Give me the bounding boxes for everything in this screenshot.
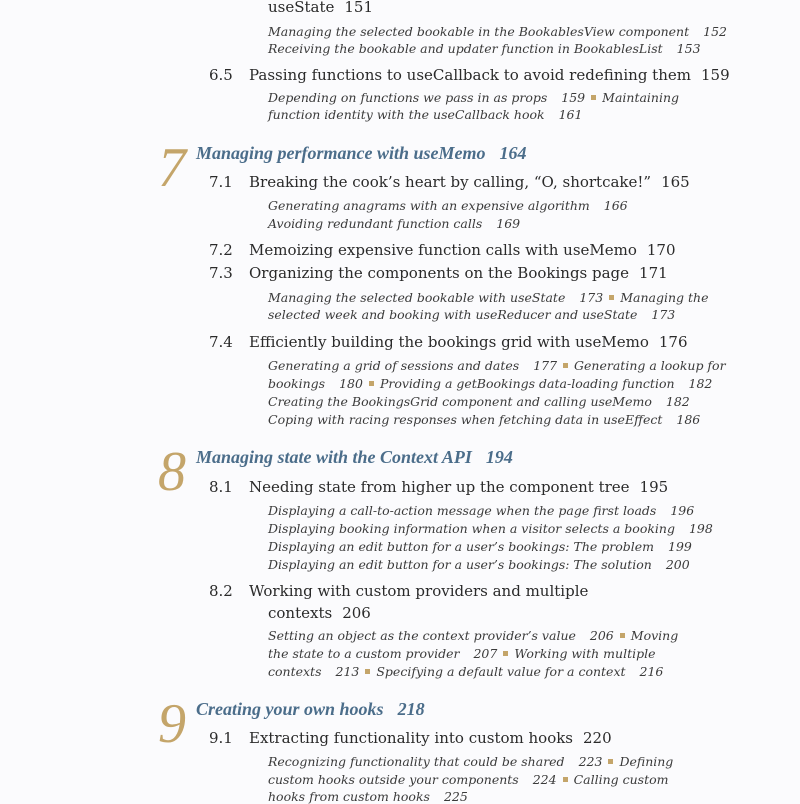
bullet-icon <box>563 777 568 782</box>
toc-subentry: Generating anagrams with an expensive algorithm 166 <box>268 198 628 213</box>
entry-label: Working with custom providers and multiple <box>249 582 589 600</box>
section-number: 8.2 <box>209 582 233 600</box>
bullet-icon <box>365 669 370 674</box>
toc-subentry: Displaying an edit button for a user’s bookings: The solution 200 <box>268 557 690 572</box>
bullet-icon <box>620 633 625 638</box>
toc-subentry: bookings 180 Providing a getBookings data-loading function 182 <box>268 376 713 391</box>
toc-subentry: Managing the selected bookable with useState 173 Managing the <box>268 290 709 305</box>
toc-entry-8-1 <box>209 478 668 496</box>
bullet-icon <box>591 95 596 100</box>
toc-subentry: Displaying an edit button for a user’s bookings: The problem 199 <box>268 539 692 554</box>
bullet-icon <box>608 759 613 764</box>
entry-label: useState <box>268 0 335 16</box>
bullet-icon <box>369 381 374 386</box>
toc-entry-8-2 <box>209 582 588 600</box>
page-number: 170 <box>646 241 676 259</box>
toc-subentry: contexts 213 Specifying a default value for a context 216 <box>268 664 664 679</box>
section-number: 7.1 <box>209 173 233 191</box>
page-number: 220 <box>583 729 612 747</box>
toc-subentry: Displaying a call-to-action message when the page first loads 196 <box>268 503 695 518</box>
entry-label: Organizing the components on the Bookings page <box>249 264 630 282</box>
toc-entry-7-1 <box>209 173 690 191</box>
entry-label: Needing state from higher up the component tree <box>249 478 630 496</box>
toc-subentry: Displaying booking information when a visitor selects a booking 198 <box>268 521 713 536</box>
toc-subentry: Creating the BookingsGrid component and calling useMemo 182 <box>268 394 690 409</box>
section-number: 7.3 <box>209 264 233 282</box>
page-number: 176 <box>658 333 688 351</box>
entry-label: Breaking the cook’s heart by calling, “O, shortcake!” <box>249 173 652 191</box>
chapter-title: Creating your own hooks 218 <box>196 699 425 719</box>
page-number: 195 <box>639 478 669 496</box>
page-number: 151 <box>344 0 374 16</box>
chapter-number: 8 <box>158 441 186 503</box>
page-number: 159 <box>700 66 730 84</box>
toc-entry-7-3 <box>209 264 668 282</box>
page-number: 206 <box>342 604 371 622</box>
toc-subentry: custom hooks outside your components 224 Calling custom <box>268 772 669 787</box>
toc-subentry: hooks from custom hooks 225 <box>268 789 468 804</box>
toc-entry-6-5 <box>209 66 730 84</box>
toc-entry-6-4-continued <box>268 0 373 16</box>
section-number: 8.1 <box>209 478 233 496</box>
entry-label: Memoizing expensive function calls with useMemo <box>249 241 637 259</box>
entry-label: Extracting functionality into custom hooks <box>249 729 574 747</box>
toc-entry-9-1 <box>209 729 612 747</box>
toc-subentry: selected week and booking with useReducer and useState 173 <box>268 307 676 322</box>
toc-subentry: Recognizing functionality that could be shared 223 Defining <box>268 754 674 769</box>
page-number: 165 <box>661 173 690 191</box>
section-number: 7.2 <box>209 241 233 259</box>
bullet-icon <box>503 651 508 656</box>
toc-subentry: Depending on functions we pass in as props 159 Maintaining <box>268 90 680 105</box>
entry-label: Passing functions to useCallback to avoid redefining them <box>249 66 691 84</box>
bullet-icon <box>563 363 568 368</box>
section-number: 7.4 <box>209 333 233 351</box>
chapter-number: 9 <box>158 693 186 755</box>
chapter-number: 7 <box>158 137 186 199</box>
toc-subentry: Managing the selected bookable in the BookablesView component 152 <box>268 24 727 39</box>
toc-entry-7-4 <box>209 333 688 351</box>
toc-subentry: function identity with the useCallback hook 161 <box>268 107 583 122</box>
chapter-title: Managing state with the Context API 194 <box>196 447 513 467</box>
page-number: 171 <box>639 264 668 282</box>
entry-label: Efficiently building the bookings grid with useMemo <box>249 333 649 351</box>
chapter-title: Managing performance with useMemo 164 <box>196 143 527 163</box>
toc-subentry: Setting an object as the context provider’s value 206 Moving <box>268 628 679 643</box>
bullet-icon <box>609 295 614 300</box>
toc-subentry: Coping with racing responses when fetching data in useEffect 186 <box>268 412 701 427</box>
section-number: 9.1 <box>209 729 233 747</box>
toc-subentry: the state to a custom provider 207 Working with multiple <box>268 646 656 661</box>
toc-entry-7-2 <box>209 241 676 259</box>
toc-subentry: Receiving the bookable and updater function in BookablesList 153 <box>268 41 701 56</box>
section-number: 6.5 <box>209 66 233 84</box>
toc-entry-8-2-continued: contexts 206 <box>268 604 371 622</box>
toc-subentry: Generating a grid of sessions and dates 177 Generating a lookup for <box>268 358 726 373</box>
toc-subentry: Avoiding redundant function calls 169 <box>268 216 521 231</box>
